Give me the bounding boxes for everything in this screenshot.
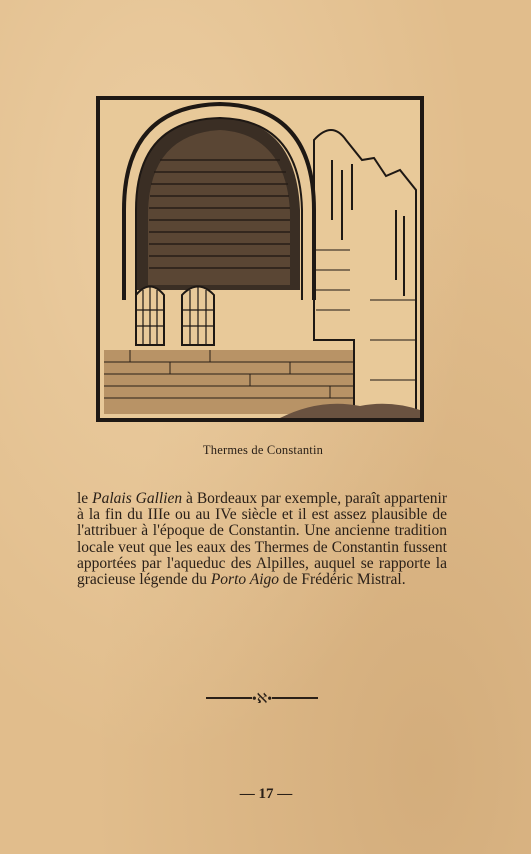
body-text-segment: à Bordeaux par exemple, paraît appartenir à la fin du IIIe ou au IVe siècle et il est assez plausible de l'attribuer à l'époque de Constantin. Une ancienne tradition locale veut que les eaux des Thermes de Constantin fussent apportées par l'aqueduc des Alpilles, auquel se rapporte la gracieuse légende du: [77, 490, 448, 589]
page-number: — 17 —: [239, 786, 293, 802]
ornament-glyph: •ℵ•: [251, 692, 273, 706]
thermes-illustration: [100, 100, 420, 418]
illustration-frame: [96, 96, 424, 422]
paragraph-text: [77, 491, 447, 588]
ornament-divider: [206, 690, 318, 706]
italic-title-text: Porto Aigo: [210, 571, 280, 589]
body-text-segment: de Frédéric Mistral.: [279, 571, 406, 589]
figure-caption: Thermes de Constantin: [202, 443, 324, 457]
body-text-segment: le: [77, 490, 93, 507]
body-paragraph: [77, 491, 447, 588]
italic-title-text: Palais Gallien: [92, 490, 183, 507]
